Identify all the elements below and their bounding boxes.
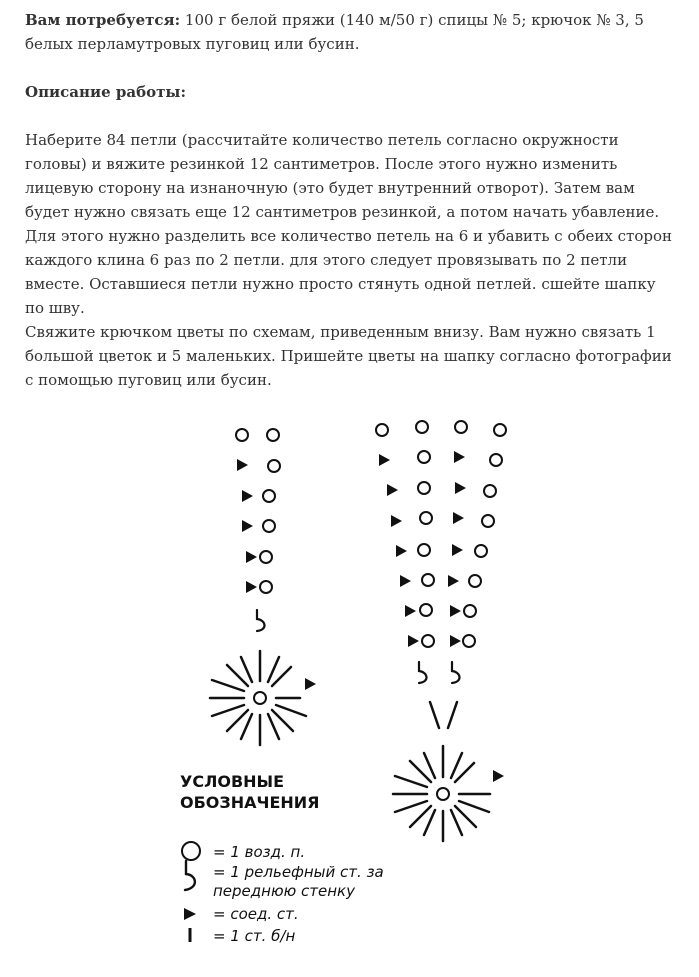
slip-stitch-symbol-icon [184, 908, 196, 920]
legend-slip-text: = соед. ст. [213, 905, 299, 923]
legend-chain-text: = 1 возд. п. [213, 843, 306, 861]
work-description: Наберите 84 петли (рассчитайте количество петель согласно окружности головы) и вяжите резинкой 12 сантиметров. После этого нужно изменить лицевую сторону на изнаночную (это будет внутренний отворот). Затем вам будет нужно связать еще 12 сантиметров резинкой, а потом начать убавление. Для этого нужно разделить все количество петель на 6 и убавить с обеих сторон каждого клина 6 раз по 2 петли. для этого следует провязывать по 2 петли вместе. Оставшиеся петли нужно просто стянуть одной петлей. сшейте шапку по шву. [25, 131, 672, 317]
materials-text: 100 г белой пряжи (140 м/50 г) спицы № 5; крючок № 3, 5 белых перламутровых пуговиц или бусин. [25, 11, 644, 53]
relief-stitch-symbol-icon [185, 861, 195, 890]
legend-relief-text-line1: = 1 рельефный ст. за [213, 863, 384, 881]
legend-title-line2: ОБОЗНАЧЕНИЯ [180, 793, 320, 812]
legend [180, 772, 384, 945]
materials-label: Вам потребуется: [25, 11, 181, 29]
legend-title-line1: УСЛОВНЫЕ [180, 772, 285, 791]
legend-sc-text: = 1 ст. б/н [213, 927, 296, 945]
flowers-description: Свяжите крючком цветы по схемам, приведенным внизу. Вам нужно связать 1 большой цветок и 5 маленьких. Пришейте цветы на шапку согласно фотографии с помощью пуговиц или бусин. [25, 323, 672, 389]
chain-symbol-icon [182, 842, 200, 860]
materials-paragraph [25, 8, 675, 56]
big-flower-diagram [376, 421, 506, 841]
legend-relief-text-line2: переднюю стенку [213, 882, 355, 900]
small-flower-diagram [210, 429, 316, 745]
work-heading: Описание работы: [25, 83, 186, 101]
crochet-chart [0, 400, 699, 977]
